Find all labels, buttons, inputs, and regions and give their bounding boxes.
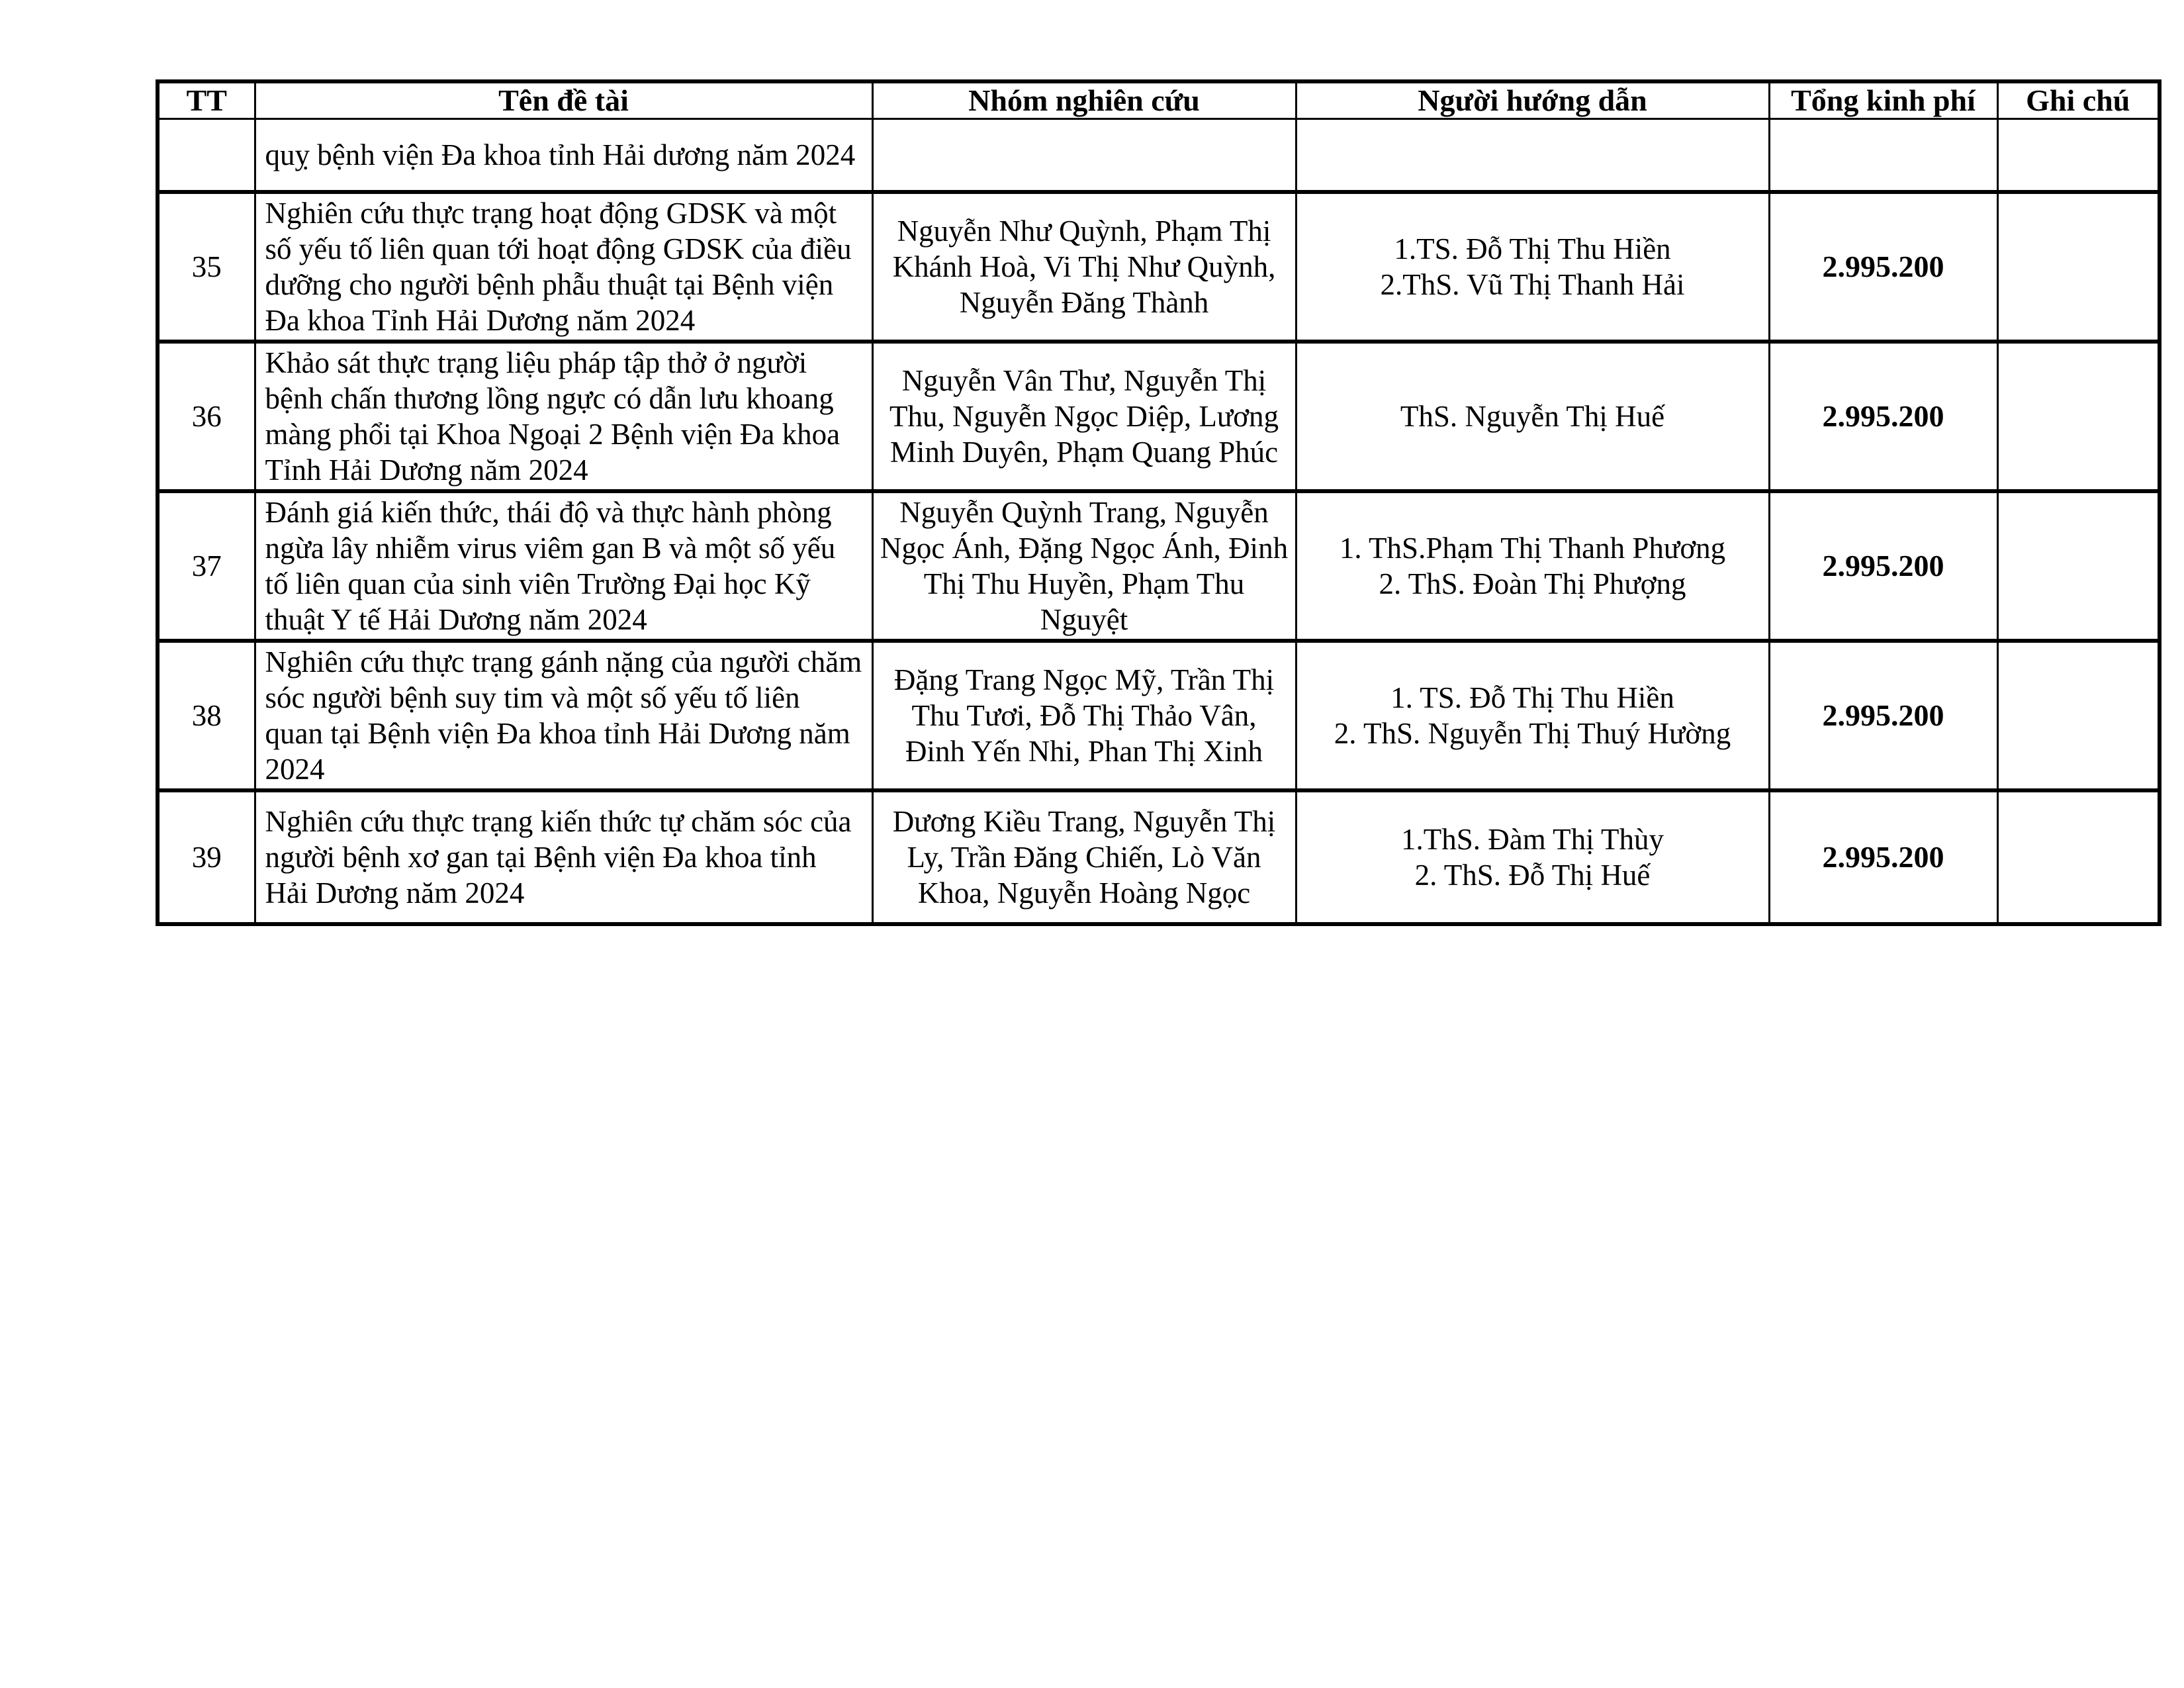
header-supervisor: Người hướng dẫn <box>1296 81 1769 119</box>
header-total-budget: Tổng kinh phí <box>1769 81 1997 119</box>
supervisors-cell <box>1296 342 1769 491</box>
supervisor-line: ThS. Nguyễn Thị Huế <box>1400 399 1665 433</box>
header-tt: TT <box>158 81 255 119</box>
row-number-cell: 38 <box>158 641 255 790</box>
supervisor-line: 1. TS. Đỗ Thị Thu Hiền <box>1390 680 1674 714</box>
note-cell <box>1997 342 2160 491</box>
supervisor-line: 2. ThS. Đỗ Thị Huế <box>1414 858 1651 892</box>
table-header-row <box>158 81 2160 119</box>
note-cell <box>1997 641 2160 790</box>
table-row-38 <box>158 641 2160 790</box>
research-team-cell: Dương Kiều Trang, Nguyễn Thị Ly, Trần Đăng Chiến, Lò Văn Khoa, Nguyễn Hoàng Ngọc <box>872 790 1296 924</box>
research-team-cell: Nguyễn Quỳnh Trang, Nguyễn Ngọc Ánh, Đặng Ngọc Ánh, Đinh Thị Thu Huyền, Phạm Thu Nguyệt <box>872 491 1296 641</box>
table-row-continuation <box>158 119 2160 192</box>
supervisors-cell <box>1296 790 1769 924</box>
budget-cell: 2.995.200 <box>1769 790 1997 924</box>
research-team-cell <box>872 119 1296 192</box>
research-team-cell: Nguyễn Như Quỳnh, Phạm Thị Khánh Hoà, Vi Thị Như Quỳnh, Nguyễn Đăng Thành <box>872 192 1296 342</box>
row-number-cell: 39 <box>158 790 255 924</box>
supervisor-line: 1.ThS. Đàm Thị Thùy <box>1400 822 1664 856</box>
topic-title-cell: Nghiên cứu thực trạng kiến thức tự chăm sóc của người bệnh xơ gan tại Bệnh viện Đa khoa tỉnh Hải Dương năm 2024 <box>255 790 872 924</box>
supervisors-cell <box>1296 641 1769 790</box>
supervisor-line: 1.TS. Đỗ Thị Thu Hiền <box>1394 232 1671 265</box>
supervisors-cell <box>1296 119 1769 192</box>
supervisors-cell <box>1296 192 1769 342</box>
note-cell <box>1997 192 2160 342</box>
supervisor-line: 2. ThS. Đoàn Thị Phượng <box>1379 567 1686 600</box>
table-row-37 <box>158 491 2160 641</box>
topic-title-cell: quỵ bệnh viện Đa khoa tỉnh Hải dương năm 2024 <box>255 119 872 192</box>
note-cell <box>1997 491 2160 641</box>
table-row-35 <box>158 192 2160 342</box>
row-number-cell <box>158 119 255 192</box>
topic-title-cell: Nghiên cứu thực trạng gánh nặng của người chăm sóc người bệnh suy tim và một số yếu tố liên quan tại Bệnh viện Đa khoa tỉnh Hải Dương năm 2024 <box>255 641 872 790</box>
budget-cell: 2.995.200 <box>1769 192 1997 342</box>
supervisors-cell <box>1296 491 1769 641</box>
research-team-cell: Đặng Trang Ngọc Mỹ, Trần Thị Thu Tươi, Đỗ Thị Thảo Vân, Đinh Yến Nhi, Phan Thị Xinh <box>872 641 1296 790</box>
topic-title-cell: Khảo sát thực trạng liệu pháp tập thở ở người bệnh chấn thương lồng ngực có dẫn lưu khoang màng phổi tại Khoa Ngoại 2 Bệnh viện Đa khoa Tỉnh Hải Dương năm 2024 <box>255 342 872 491</box>
budget-cell: 2.995.200 <box>1769 342 1997 491</box>
row-number-cell: 37 <box>158 491 255 641</box>
row-number-cell: 36 <box>158 342 255 491</box>
supervisor-line: 2. ThS. Nguyễn Thị Thuý Hường <box>1334 716 1731 750</box>
header-note: Ghi chú <box>1997 81 2160 119</box>
row-number-cell: 35 <box>158 192 255 342</box>
research-topics-table <box>156 79 2161 926</box>
research-team-cell: Nguyễn Vân Thư, Nguyễn Thị Thu, Nguyễn Ngọc Diệp, Lương Minh Duyên, Phạm Quang Phúc <box>872 342 1296 491</box>
supervisor-line: 2.ThS. Vũ Thị Thanh Hải <box>1380 267 1685 301</box>
budget-cell: 2.995.200 <box>1769 491 1997 641</box>
budget-cell <box>1769 119 1997 192</box>
topic-title-cell: Đánh giá kiến thức, thái độ và thực hành phòng ngừa lây nhiễm virus viêm gan B và một số yếu tố liên quan của sinh viên Trường Đại học Kỹ thuật Y tế Hải Dương năm 2024 <box>255 491 872 641</box>
supervisor-line: 1. ThS.Phạm Thị Thanh Phương <box>1339 531 1726 565</box>
header-research-team: Nhóm nghiên cứu <box>872 81 1296 119</box>
note-cell <box>1997 119 2160 192</box>
table-row-36 <box>158 342 2160 491</box>
topic-title-cell: Nghiên cứu thực trạng hoạt động GDSK và một số yếu tố liên quan tới hoạt động GDSK của điều dưỡng cho người bệnh phẫu thuật tại Bệnh viện Đa khoa Tỉnh Hải Dương năm 2024 <box>255 192 872 342</box>
note-cell <box>1997 790 2160 924</box>
budget-cell: 2.995.200 <box>1769 641 1997 790</box>
table-row-39 <box>158 790 2160 924</box>
header-topic-title: Tên đề tài <box>255 81 872 119</box>
